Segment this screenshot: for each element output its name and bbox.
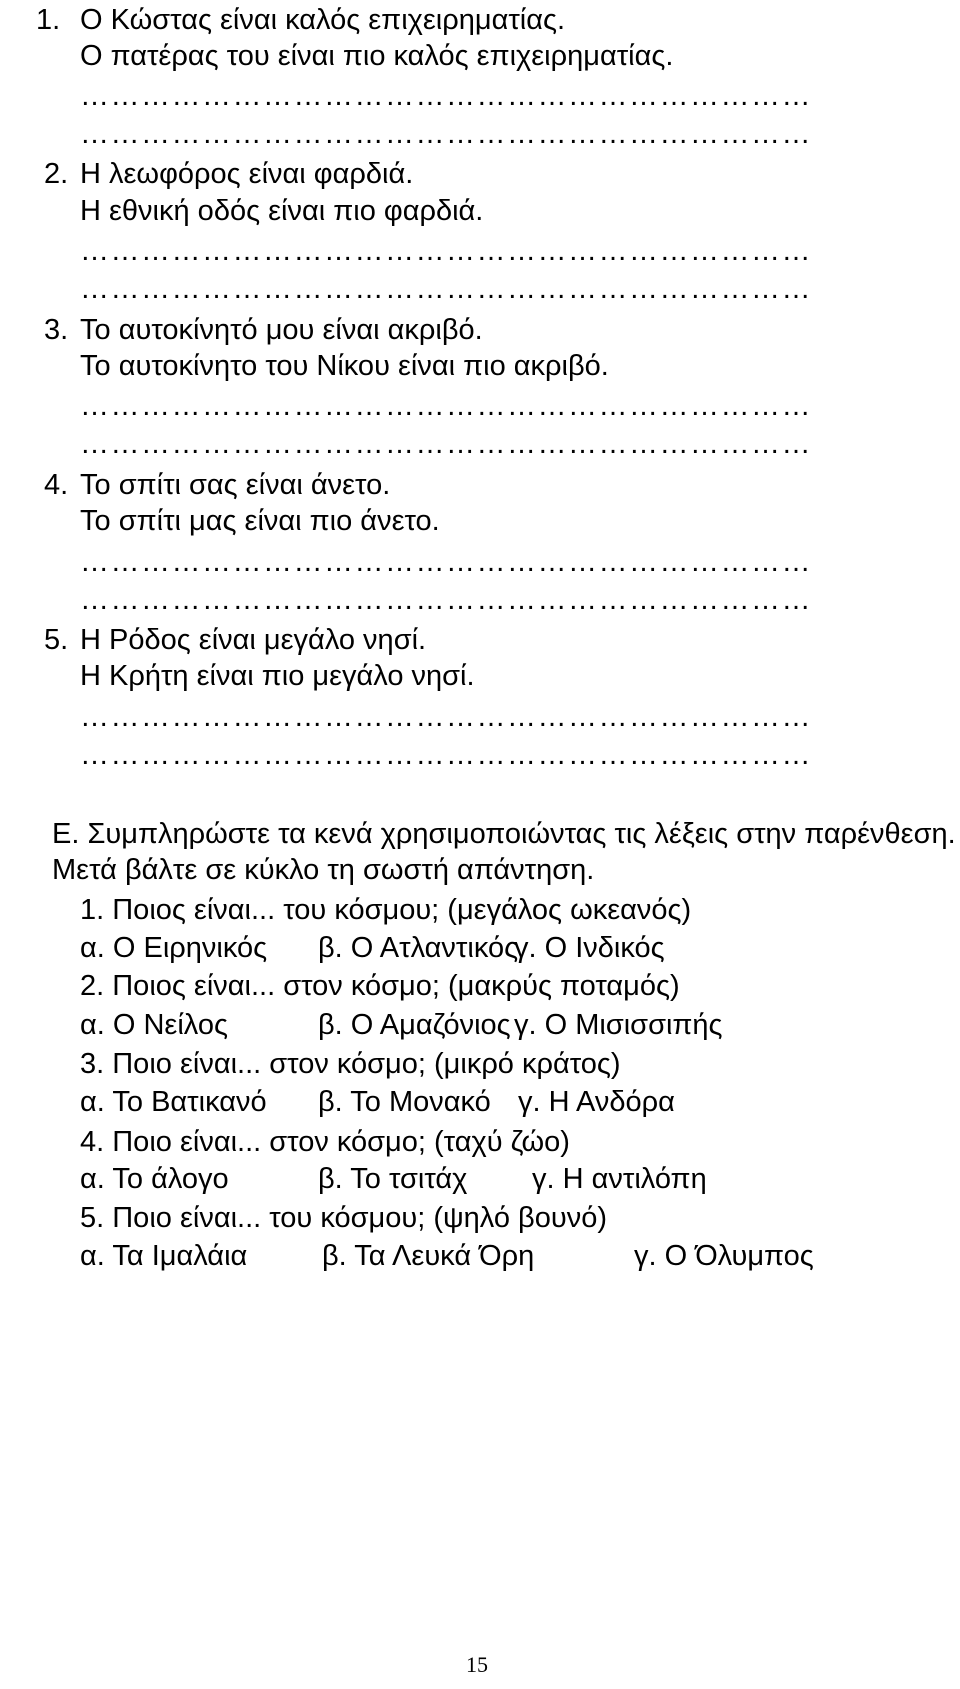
question-text: 2. Ποιος είναι... στον κόσμο; (μακρύς ποταμός) <box>80 970 680 1002</box>
answer-option[interactable]: γ. Ο Μισισσιπής <box>514 1009 723 1041</box>
answer-blank-line[interactable]: ……………………………………………………………… <box>80 739 812 771</box>
answer-option[interactable]: β. Το Μονακό <box>318 1086 491 1118</box>
answer-blank-line[interactable]: ……………………………………………………………… <box>80 546 812 578</box>
answer-blank-line[interactable]: ……………………………………………………………… <box>80 273 812 305</box>
item-sentence-1: Το σπίτι σας είναι άνετο. <box>80 469 391 501</box>
item-number: 5. <box>44 624 69 656</box>
answer-blank-line[interactable]: ……………………………………………………………… <box>80 584 812 616</box>
section-instruction: Ε. Συμπληρώστε τα κενά χρησιμοποιώντας τις λέξεις στην παρένθεση. <box>52 818 956 850</box>
question-text: 5. Ποιο είναι... του κόσμου; (ψηλό βουνό) <box>80 1202 607 1234</box>
answer-option[interactable]: γ. Η αντιλόπη <box>532 1163 707 1195</box>
answer-option[interactable]: α. Ο Νείλος <box>80 1009 228 1041</box>
answer-blank-line[interactable]: ……………………………………………………………… <box>80 235 812 267</box>
item-sentence-2: Ο πατέρας του είναι πιο καλός επιχειρηματίας. <box>80 40 674 72</box>
answer-option[interactable]: β. Ο Αμαζόνιος <box>318 1009 511 1041</box>
answer-blank-line[interactable]: ……………………………………………………………… <box>80 118 812 150</box>
answer-option[interactable]: α. Ο Ειρηνικός <box>80 932 268 964</box>
item-sentence-1: Ο Κώστας είναι καλός επιχειρηματίας. <box>80 4 566 36</box>
question-text: 3. Ποιο είναι... στον κόσμο; (μικρό κράτος) <box>80 1048 621 1080</box>
item-sentence-2: Η εθνική οδός είναι πιο φαρδιά. <box>80 195 484 227</box>
page-number: 15 <box>466 1652 488 1677</box>
answer-option[interactable]: γ. Ο Όλυμπος <box>634 1240 814 1272</box>
question-text: 4. Ποιο είναι... στον κόσμο; (ταχύ ζώο) <box>80 1126 570 1158</box>
answer-option[interactable]: γ. Η Ανδόρα <box>518 1086 675 1118</box>
answer-option[interactable]: α. Τα Ιμαλάια <box>80 1240 248 1272</box>
answer-option[interactable]: β. Το τσιτάχ <box>318 1163 468 1195</box>
question-text: 1. Ποιος είναι... του κόσμου; (μεγάλος ωκεανός) <box>80 894 692 926</box>
item-number: 1. <box>36 4 61 36</box>
answer-option[interactable]: β. Τα Λευκά Όρη <box>322 1240 535 1272</box>
item-sentence-2: Το σπίτι μας είναι πιο άνετο. <box>80 505 440 537</box>
item-sentence-1: Το αυτοκίνητό μου είναι ακριβό. <box>80 314 483 346</box>
item-number: 3. <box>44 314 69 346</box>
answer-option[interactable]: α. Το άλογο <box>80 1163 229 1195</box>
answer-blank-line[interactable]: ……………………………………………………………… <box>80 428 812 460</box>
answer-option[interactable]: γ. Ο Ινδικός <box>514 932 665 964</box>
item-sentence-2: Το αυτοκίνητο του Νίκου είναι πιο ακριβό. <box>80 350 609 382</box>
item-sentence-1: Η Ρόδος είναι μεγάλο νησί. <box>80 624 427 656</box>
item-sentence-1: Η λεωφόρος είναι φαρδιά. <box>80 158 414 190</box>
section-instruction-followup: Μετά βάλτε σε κύκλο τη σωστή απάντηση. <box>52 854 595 886</box>
answer-blank-line[interactable]: ……………………………………………………………… <box>80 701 812 733</box>
item-sentence-2: Η Κρήτη είναι πιο μεγάλο νησί. <box>80 660 475 692</box>
item-number: 2. <box>44 158 69 190</box>
answer-blank-line[interactable]: ……………………………………………………………… <box>80 390 812 422</box>
item-number: 4. <box>44 469 69 501</box>
answer-option[interactable]: α. Το Βατικανό <box>80 1086 267 1118</box>
answer-option[interactable]: β. Ο Ατλαντικός <box>318 932 519 964</box>
answer-blank-line[interactable]: ……………………………………………………………… <box>80 80 812 112</box>
